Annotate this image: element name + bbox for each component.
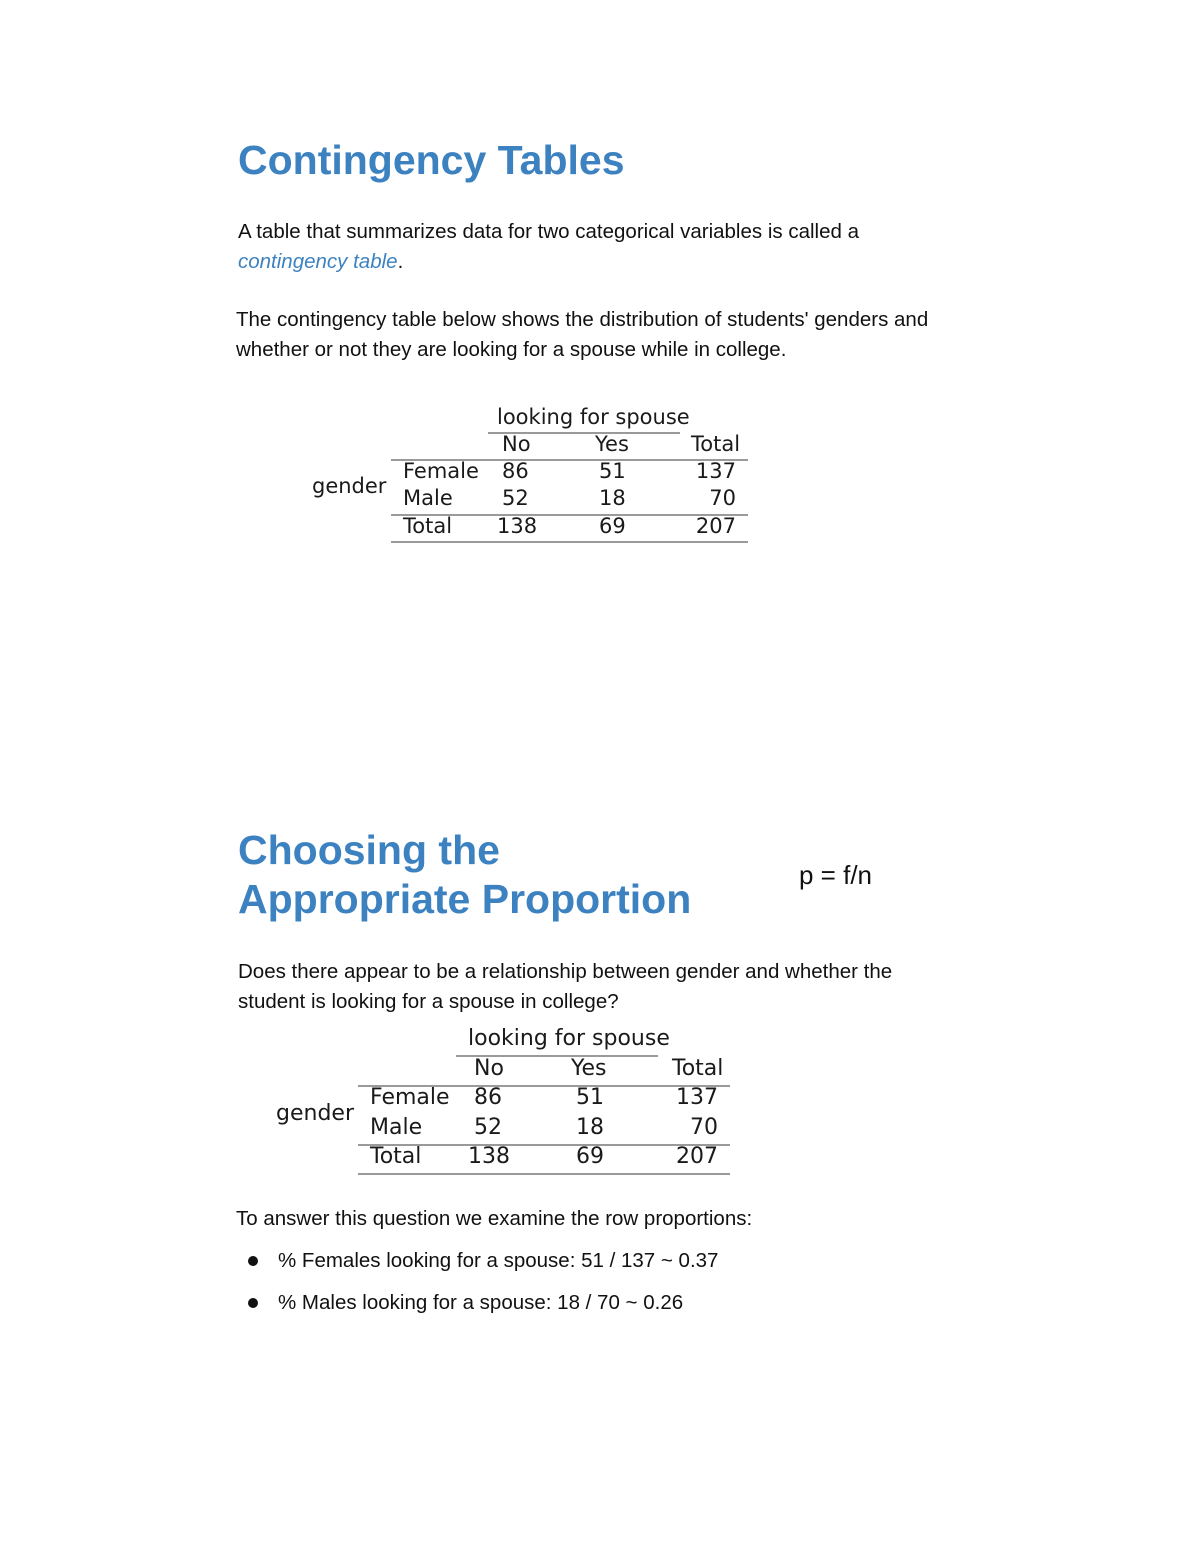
divider — [358, 1173, 730, 1175]
contingency-table-link[interactable]: contingency table — [238, 250, 398, 273]
answer-intro: To answer this question we examine the row proportions: — [236, 1207, 753, 1230]
cell-male-total: 70 — [709, 486, 736, 510]
section-title-line-1: Choosing the — [238, 827, 500, 873]
bullet-icon — [248, 1256, 258, 1266]
col-header-yes: Yes — [571, 1056, 607, 1081]
list-item — [238, 1288, 938, 1318]
intro-paragraph — [238, 217, 958, 277]
cell-total-yes: 69 — [599, 514, 626, 538]
question-paragraph: Does there appear to be a relationship between gender and whether the student is looking for a spouse in college? — [238, 960, 893, 1013]
col-header-yes: Yes — [595, 432, 629, 456]
bullet-text-females: % Females looking for a spouse: 51 / 137 ~ 0.37 — [278, 1249, 719, 1272]
cell-total-yes: 69 — [576, 1144, 604, 1169]
row-label-total: Total — [403, 514, 453, 538]
col-header-no: No — [502, 432, 531, 456]
cell-female-no: 86 — [502, 459, 529, 483]
row-label-total: Total — [370, 1144, 422, 1169]
col-group-label: looking for spouse — [497, 405, 690, 429]
cell-male-total: 70 — [690, 1115, 718, 1140]
cell-female-yes: 51 — [599, 459, 626, 483]
proportion-formula: p = f/n — [799, 860, 872, 890]
cell-female-no: 86 — [474, 1085, 502, 1110]
cell-total-no: 138 — [497, 514, 538, 538]
row-group-label: gender — [276, 1101, 354, 1126]
col-group-label: looking for spouse — [468, 1026, 670, 1051]
row-group-label: gender — [312, 474, 387, 498]
row-label-female: Female — [403, 459, 479, 483]
cell-male-yes: 18 — [576, 1115, 604, 1140]
row-label-male: Male — [370, 1115, 423, 1140]
row-label-female: Female — [370, 1085, 450, 1110]
bullet-text-males: % Males looking for a spouse: 18 / 70 ~ 0.26 — [278, 1291, 684, 1314]
section-title-choosing-proportion — [238, 826, 691, 924]
proportion-list — [238, 1246, 938, 1330]
description-paragraph: The contingency table below shows the distribution of students' genders and whether or not they are looking for a spouse while in college. — [236, 308, 929, 361]
cell-male-yes: 18 — [599, 486, 626, 510]
col-header-total: Total — [691, 432, 741, 456]
row-label-male: Male — [403, 486, 453, 510]
col-header-total: Total — [672, 1056, 724, 1081]
divider — [391, 541, 748, 543]
cell-total-total: 207 — [695, 514, 736, 538]
col-header-no: No — [474, 1056, 504, 1081]
cell-female-total: 137 — [695, 459, 736, 483]
cell-male-no: 52 — [474, 1115, 502, 1140]
cell-female-yes: 51 — [576, 1085, 604, 1110]
cell-total-no: 138 — [468, 1144, 510, 1169]
bullet-icon — [248, 1298, 258, 1308]
intro-text: A table that summarizes data for two categorical variables is called a — [238, 220, 859, 243]
section-title-contingency-tables: Contingency Tables — [238, 137, 625, 183]
section-title-line-2: Appropriate Proportion — [238, 876, 692, 922]
list-item — [238, 1246, 938, 1276]
cell-total-total: 207 — [676, 1144, 718, 1169]
cell-female-total: 137 — [676, 1085, 718, 1110]
intro-period: . — [397, 250, 404, 273]
cell-male-no: 52 — [502, 486, 529, 510]
